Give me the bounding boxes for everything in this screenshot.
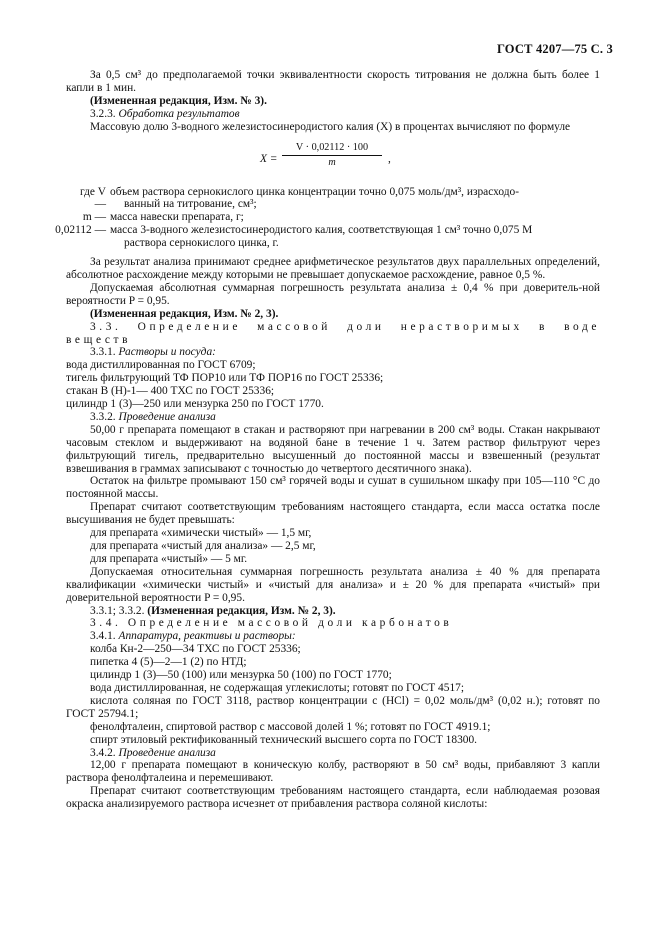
page-header: ГОСТ 4207—75 С. 3	[496, 42, 613, 56]
list-item: тигель фильтрующий ТФ ПОР10 или ТФ ПОР16 по ГОСТ 25336;	[66, 372, 384, 385]
list-item: фенолфталеин, спиртовой раствор с массовой долей 1 %; готовят по ГОСТ 4919.1;	[90, 720, 491, 733]
paragraph-titration-rate: За 0,5 см³ до предполагаемой точки эквивалентности скорость титрования не должна быть более 1 капли в 1 мин.	[66, 69, 600, 94]
formula-fraction	[282, 142, 382, 169]
edit-note: (Измененная редакция, Изм. № 2, 3).	[147, 604, 336, 617]
definition-term: m —	[82, 211, 106, 224]
paragraph-error: Допускаемая абсолютная суммарная погрешность результата анализа ± 0,4 % при доверитель-ной вероятности P = 0,95.	[66, 281, 600, 307]
page-content	[55, 69, 600, 811]
section-title: Аппаратура, реактивы и растворы:	[118, 630, 296, 643]
paragraph-formula-intro: Массовую долю 3-водного железистосинеродистого калия (X) в процентах вычисляют по формуле	[90, 120, 571, 133]
paragraph-carbonate-criteria: Препарат считают соответствующим требованиям настоящего стандарта, если наблюдаемая розовая окраска анализируемого раствора исчезнет от прибавления раствора соляной кислоты:	[66, 785, 600, 811]
edit-note: (Измененная редакция, Изм. № 2, 3).	[90, 307, 279, 320]
paragraph-result: За результат анализа принимают среднее арифметическое результатов двух параллельных определений, абсолютное расхождение между которыми не превышает допускаемое расхождение, равное 0,5 %.	[66, 256, 600, 281]
edit-note: (Измененная редакция, Изм. № 3).	[90, 94, 267, 107]
definition-desc: масса навески препарата, г;	[110, 211, 244, 224]
list-item: для препарата «чистый для анализа» — 2,5 мг,	[90, 540, 316, 552]
list-item: вода дистиллированная по ГОСТ 6709;	[66, 359, 256, 372]
section-3-3-2-heading	[66, 411, 600, 424]
list-item: пипетка 4 (5)—2—1 (2) по НТД;	[90, 656, 247, 669]
definition-term: где V —	[79, 185, 106, 211]
formula-comma: ,	[388, 152, 391, 165]
definition-cont: ванный на титрование, см³;	[124, 198, 257, 211]
section-number: 3.2.3.	[90, 107, 116, 120]
list-item: спирт этиловый ректификованный технический высшего сорта по ГОСТ 18300.	[90, 733, 478, 746]
list-item-hcl: кислота соляная по ГОСТ 3118, раствор концентрации c (HCl) = 0,02 моль/дм³ (0,02 н.); готовят по ГОСТ 25794.1;	[66, 694, 600, 720]
list-item: вода дистиллированная, не содержащая углекислоты; готовят по ГОСТ 4517;	[90, 681, 465, 694]
definition-desc: масса 3-водного железистосинеродистого калия, соответствующая 1 см³ точно 0,075 М	[110, 224, 533, 237]
formula-numerator: V · 0,02112 · 100	[282, 142, 382, 156]
section-number: 3.3.1.	[90, 346, 116, 359]
list-item: колба Кн-2—250—34 ТХС по ГОСТ 25336;	[90, 643, 301, 656]
paragraph-relative-error: Допускаемая относительная суммарная погрешность результата анализа ± 40 % для препарата квалификации «химически чистый» и «чистый для анализа» и ± 20 % для препарата «чистый» при доверительной вероятности P = 0,95.	[66, 565, 600, 604]
list-item: цилиндр 1 (3)—50 (100) или мензурка 50 (100) по ГОСТ 1770;	[90, 669, 392, 682]
section-number: 3.3.2.	[90, 410, 116, 423]
formula-definitions	[55, 185, 600, 251]
section-title: Обработка результатов	[118, 107, 240, 120]
paragraph-procedure: 50,00 г препарата помещают в стакан и растворяют при нагревании в 200 см³ воды. Стакан накрывают часовым стеклом и выдерживают на водяной бане в течение 1 ч. Затем раствор фильтруют через фильтрующий тигель, предварительно высушенный до постоянной массы и взвешенный (результат взвешивания в граммах записывают с точностью до четвертого десятичного знака).	[66, 423, 600, 475]
definition-desc: объем раствора сернокислого цинка концентрации точно 0,075 моль/дм³, израсходо-	[110, 185, 520, 198]
edit-note-prefix: 3.3.1; 3.3.2.	[90, 604, 145, 617]
section-3-3-1-heading	[66, 346, 600, 359]
definition-cont: раствора сернокислого цинка, г.	[124, 237, 279, 250]
list-item: стакан В (Н)-1— 400 ТХС по ГОСТ 25336;	[66, 385, 275, 398]
list-item: для препарата «химически чистый» — 1,5 мг,	[90, 527, 312, 540]
paragraph-washing: Остаток на фильтре промывают 150 см³ горячей воды и сушат в сушильном шкафу при 105—110 °С до постоянной массы.	[66, 475, 600, 501]
paragraph-criteria: Препарат считают соответствующим требованиям настоящего стандарта, если масса остатка после высушивания не будет превышать:	[66, 501, 600, 527]
section-title: Проведение анализа	[118, 746, 216, 759]
definition-item	[66, 186, 600, 212]
paragraph-carbonate-procedure: 12,00 г препарата помещают в коническую колбу, растворяют в 50 см³ воды, прибавляют 3 капли раствора фенолфталеина и перемешивают.	[66, 759, 600, 785]
formula-denominator: m	[328, 156, 336, 168]
section-title: Проведение анализа	[118, 410, 216, 423]
definition-item	[66, 211, 600, 224]
list-item: цилиндр 1 (3)—250 или мензурка 250 по ГОСТ 1770.	[66, 398, 324, 411]
section-3-4-1-heading	[66, 630, 600, 643]
formula-lhs: X =	[260, 152, 278, 165]
section-3-3-heading: 3.3. Определение массовой доли нерастворимых в воде веществ	[66, 320, 600, 346]
section-number: 3.4.1.	[90, 630, 116, 643]
section-3-2-3-heading	[66, 108, 600, 121]
section-3-4-2-heading	[66, 747, 600, 760]
section-3-4-heading: 3.4. Определение массовой доли карбонатов	[90, 617, 453, 630]
section-title: Растворы и посуда:	[118, 346, 216, 359]
edit-note-line	[66, 605, 600, 618]
section-number: 3.4.2.	[90, 746, 116, 759]
list-item: для препарата «чистый» — 5 мг.	[90, 552, 248, 565]
definition-term: 0,02112 —	[55, 224, 106, 237]
definition-item	[55, 224, 600, 250]
formula	[66, 140, 600, 180]
